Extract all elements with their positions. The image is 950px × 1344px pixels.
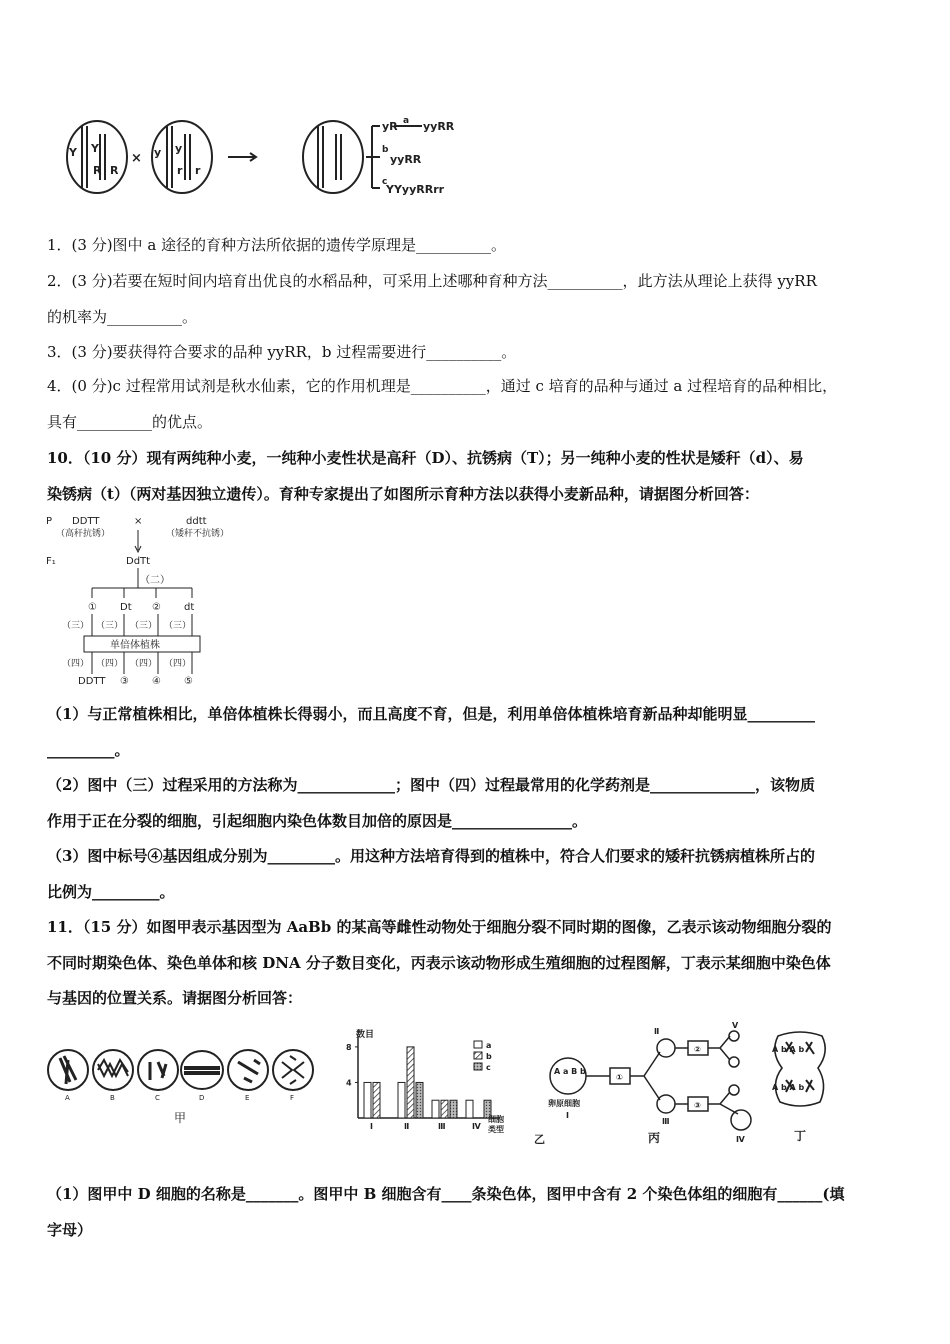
step-4-label: （四） — [164, 659, 192, 669]
parent2-genotype: ddtt — [186, 516, 207, 527]
q9-item-3: 3．(3 分)要获得符合要求的品种 yyRR，b 过程需要进行__________。 — [47, 343, 517, 361]
gamete-1: ① — [88, 602, 97, 613]
category-label: Ⅳ — [472, 1122, 481, 1131]
oogonium-label: 卵原细胞 — [548, 1099, 580, 1108]
legend-label-a: a — [486, 1041, 492, 1050]
route-a-product-1: yR — [382, 120, 398, 133]
x-axis-label-2: 类型 — [488, 1125, 504, 1134]
result-3: ④ — [152, 676, 161, 687]
q10-stem-1: 10．（10 分）现有两纯种小麦，一纯种小麦性状是高秆（D）、抗锈病（T）；另一纯种小麦的性状是矮秆（d）、易 — [47, 449, 804, 467]
wheat-breeding-diagram — [44, 512, 264, 690]
step-3-label: （三） — [164, 621, 192, 631]
cell-label-c: C — [155, 1094, 160, 1102]
legend-label-b: b — [486, 1052, 492, 1061]
cell-c — [138, 1050, 178, 1090]
q11-question-1: （1）图甲中 D 细胞的名称是_______。图甲中 B 细胞含有____条染色体，图甲中含有 2 个染色体组的细胞有______(填 — [47, 1185, 845, 1203]
haploid-box-label: 单倍体植株 — [110, 640, 160, 651]
cell-label-e: E — [245, 1094, 250, 1102]
cell-label-a: A — [65, 1094, 70, 1102]
y-axis-label: 数目 — [356, 1030, 375, 1040]
gene-label: R — [110, 164, 119, 177]
cell-label-f: F — [290, 1094, 295, 1102]
legend-swatch-a — [474, 1041, 482, 1048]
dividing-cell — [775, 1032, 825, 1106]
breeding-routes-figure — [60, 112, 455, 202]
bar-a-2 — [398, 1082, 405, 1118]
q11-stem-1: 11．（15 分）如图甲表示基因型为 AaBb 的某高等雌性动物处于细胞分裂不同时期的图像，乙表示该动物细胞分裂的 — [47, 918, 832, 936]
cross-symbol: × — [131, 151, 142, 166]
legend-swatch-c — [474, 1063, 482, 1070]
route-c-product: YYyyRRrr — [386, 183, 445, 196]
bar-b-2 — [407, 1047, 414, 1118]
step-4-label: （四） — [96, 659, 124, 669]
parent2-phenotype: （矮秆不抗锈） — [166, 529, 230, 539]
step-3-label: （三） — [96, 621, 124, 631]
hybrid-cell — [303, 121, 363, 193]
q10-question-1-cont: _________。 — [47, 741, 130, 759]
step-2-label: （二） — [140, 575, 170, 586]
y-tick-label: 4 — [346, 1078, 352, 1088]
bar-c-3 — [450, 1100, 457, 1118]
category-label: Ⅲ — [438, 1122, 446, 1131]
category-label: Ⅱ — [404, 1122, 410, 1131]
roman-3: Ⅲ — [662, 1117, 670, 1126]
gamete-3: ② — [152, 602, 161, 613]
step-4-label: （四） — [130, 659, 158, 669]
step-3-label: （三） — [62, 621, 90, 631]
step-3-label: （三） — [130, 621, 158, 631]
bar-a-3 — [432, 1100, 439, 1118]
cross-symbol: × — [134, 516, 143, 527]
q11-stem-3: 与基因的位置关系。请据图分析回答： — [47, 989, 303, 1007]
figure-jia-caption: 甲 — [174, 1111, 187, 1125]
figure-yi-chart — [338, 1026, 543, 1146]
result-4: ⑤ — [184, 676, 193, 687]
gene-label: r — [177, 164, 183, 177]
q9-item-2: 2．(3 分)若要在短时间内培育出优良的水稻品种，可采用上述哪种育种方法__________，此方法从理论上获得 yyRR — [47, 272, 817, 290]
gamete-4: dt — [184, 602, 195, 613]
y-tick-label: 8 — [346, 1042, 352, 1052]
category-label: Ⅰ — [370, 1122, 373, 1131]
result-1: DDTT — [78, 676, 106, 687]
roman-5: Ⅴ — [732, 1021, 739, 1030]
roman-4: Ⅳ — [736, 1135, 745, 1144]
cell-label-d: D — [199, 1094, 205, 1102]
gene-label-top: A b A b — [772, 1045, 805, 1054]
gene-label: y — [154, 146, 162, 159]
f1-label: F₁ — [46, 556, 56, 567]
gene-label: Y — [91, 142, 99, 155]
route-c-label: c — [382, 177, 388, 187]
parent1-phenotype: （高秆抗锈） — [56, 529, 111, 539]
step-1-label: ① — [616, 1073, 623, 1082]
figure-ding — [768, 1028, 832, 1148]
gene-label: r — [195, 164, 201, 177]
gene-label-bottom: A b A b — [772, 1083, 805, 1092]
q9-item-2-cont: 的机率为__________。 — [47, 308, 198, 326]
bar-c-2 — [416, 1082, 423, 1118]
parent1-genotype: DDTT — [72, 516, 100, 527]
q11-stem-2: 不同时期染色体、染色单体和核 DNA 分子数目变化，丙表示该动物形成生殖细胞的过程图解，丁表示某细胞中染色体 — [47, 954, 831, 972]
q11-question-1-cont: 字母） — [47, 1221, 93, 1239]
figure-yi-caption: 乙 — [534, 1133, 545, 1146]
route-b-label: b — [382, 145, 389, 155]
f1-genotype: DdTt — [126, 556, 151, 567]
gamete-2: Dt — [120, 602, 132, 613]
gene-label: Y — [69, 146, 77, 159]
cell-ii-upper — [657, 1039, 675, 1057]
gene-label: R — [93, 164, 102, 177]
q9-item-1: 1．(3 分)图中 a 途径的育种方法所依据的遗传学原理是__________。 — [47, 236, 507, 254]
q10-stem-2: 染锈病（t）（两对基因独立遗传）。育种专家提出了如图所示育种方法以获得小麦新品种，请据图分析回答： — [47, 485, 759, 503]
route-a-product-2: yyRR — [423, 120, 455, 133]
cell-label-b: B — [110, 1094, 115, 1102]
bar-b-1 — [373, 1082, 380, 1118]
oogonium-cell — [550, 1058, 586, 1094]
bar-a-4 — [466, 1100, 473, 1118]
figure-bing — [540, 1021, 760, 1148]
egg-cell — [731, 1110, 751, 1130]
roman-1: Ⅰ — [566, 1111, 569, 1120]
bar-b-3 — [441, 1100, 448, 1118]
cell-e — [228, 1050, 268, 1090]
figure-bing-caption: 丙 — [648, 1131, 661, 1145]
q10-question-2: （2）图中（三）过程采用的方法称为_____________；图中（四）过程最常用的化学药剂是______________，该物质 — [47, 776, 815, 794]
figure-ding-caption: 丁 — [794, 1129, 807, 1143]
figure-jia — [46, 1040, 316, 1130]
p-label: P — [46, 516, 53, 527]
gene-label: y — [175, 142, 183, 155]
route-a-label: a — [403, 116, 410, 126]
legend-swatch-b — [474, 1052, 482, 1059]
step-3-label: ③ — [694, 1101, 701, 1110]
q10-question-1: （1）与正常植株相比，单倍体植株长得弱小，而且高度不育，但是，利用单倍体植株培育新品种却能明显_________ — [47, 705, 815, 723]
step-2-label: ② — [694, 1045, 701, 1054]
q10-question-3-cont: 比例为_________。 — [47, 883, 175, 901]
q9-item-4-cont: 具有__________的优点。 — [47, 413, 213, 431]
legend-label-c: c — [486, 1063, 491, 1072]
bar-a-1 — [364, 1082, 371, 1118]
gene-label: A a B b — [554, 1067, 586, 1076]
q9-item-4: 4．(0 分)c 过程常用试剂是秋水仙素，它的作用机理是__________，通过 c 培育的品种与通过 a 过程培育的品种相比， — [47, 377, 838, 395]
cell-ii-lower — [657, 1095, 675, 1113]
roman-2: Ⅱ — [654, 1027, 660, 1036]
x-axis-label-1: 细胞 — [488, 1115, 504, 1124]
q10-question-2-cont: 作用于正在分裂的细胞，引起细胞内染色体数目加倍的原因是________________。 — [47, 812, 588, 830]
q10-question-3: （3）图中标号④基因组成分别为_________。用这种方法培育得到的植株中，符合人们要求的矮秆抗锈病植株所占的 — [47, 847, 815, 865]
result-2: ③ — [120, 676, 129, 687]
step-4-label: （四） — [62, 659, 90, 669]
route-b-product: yyRR — [390, 153, 422, 166]
